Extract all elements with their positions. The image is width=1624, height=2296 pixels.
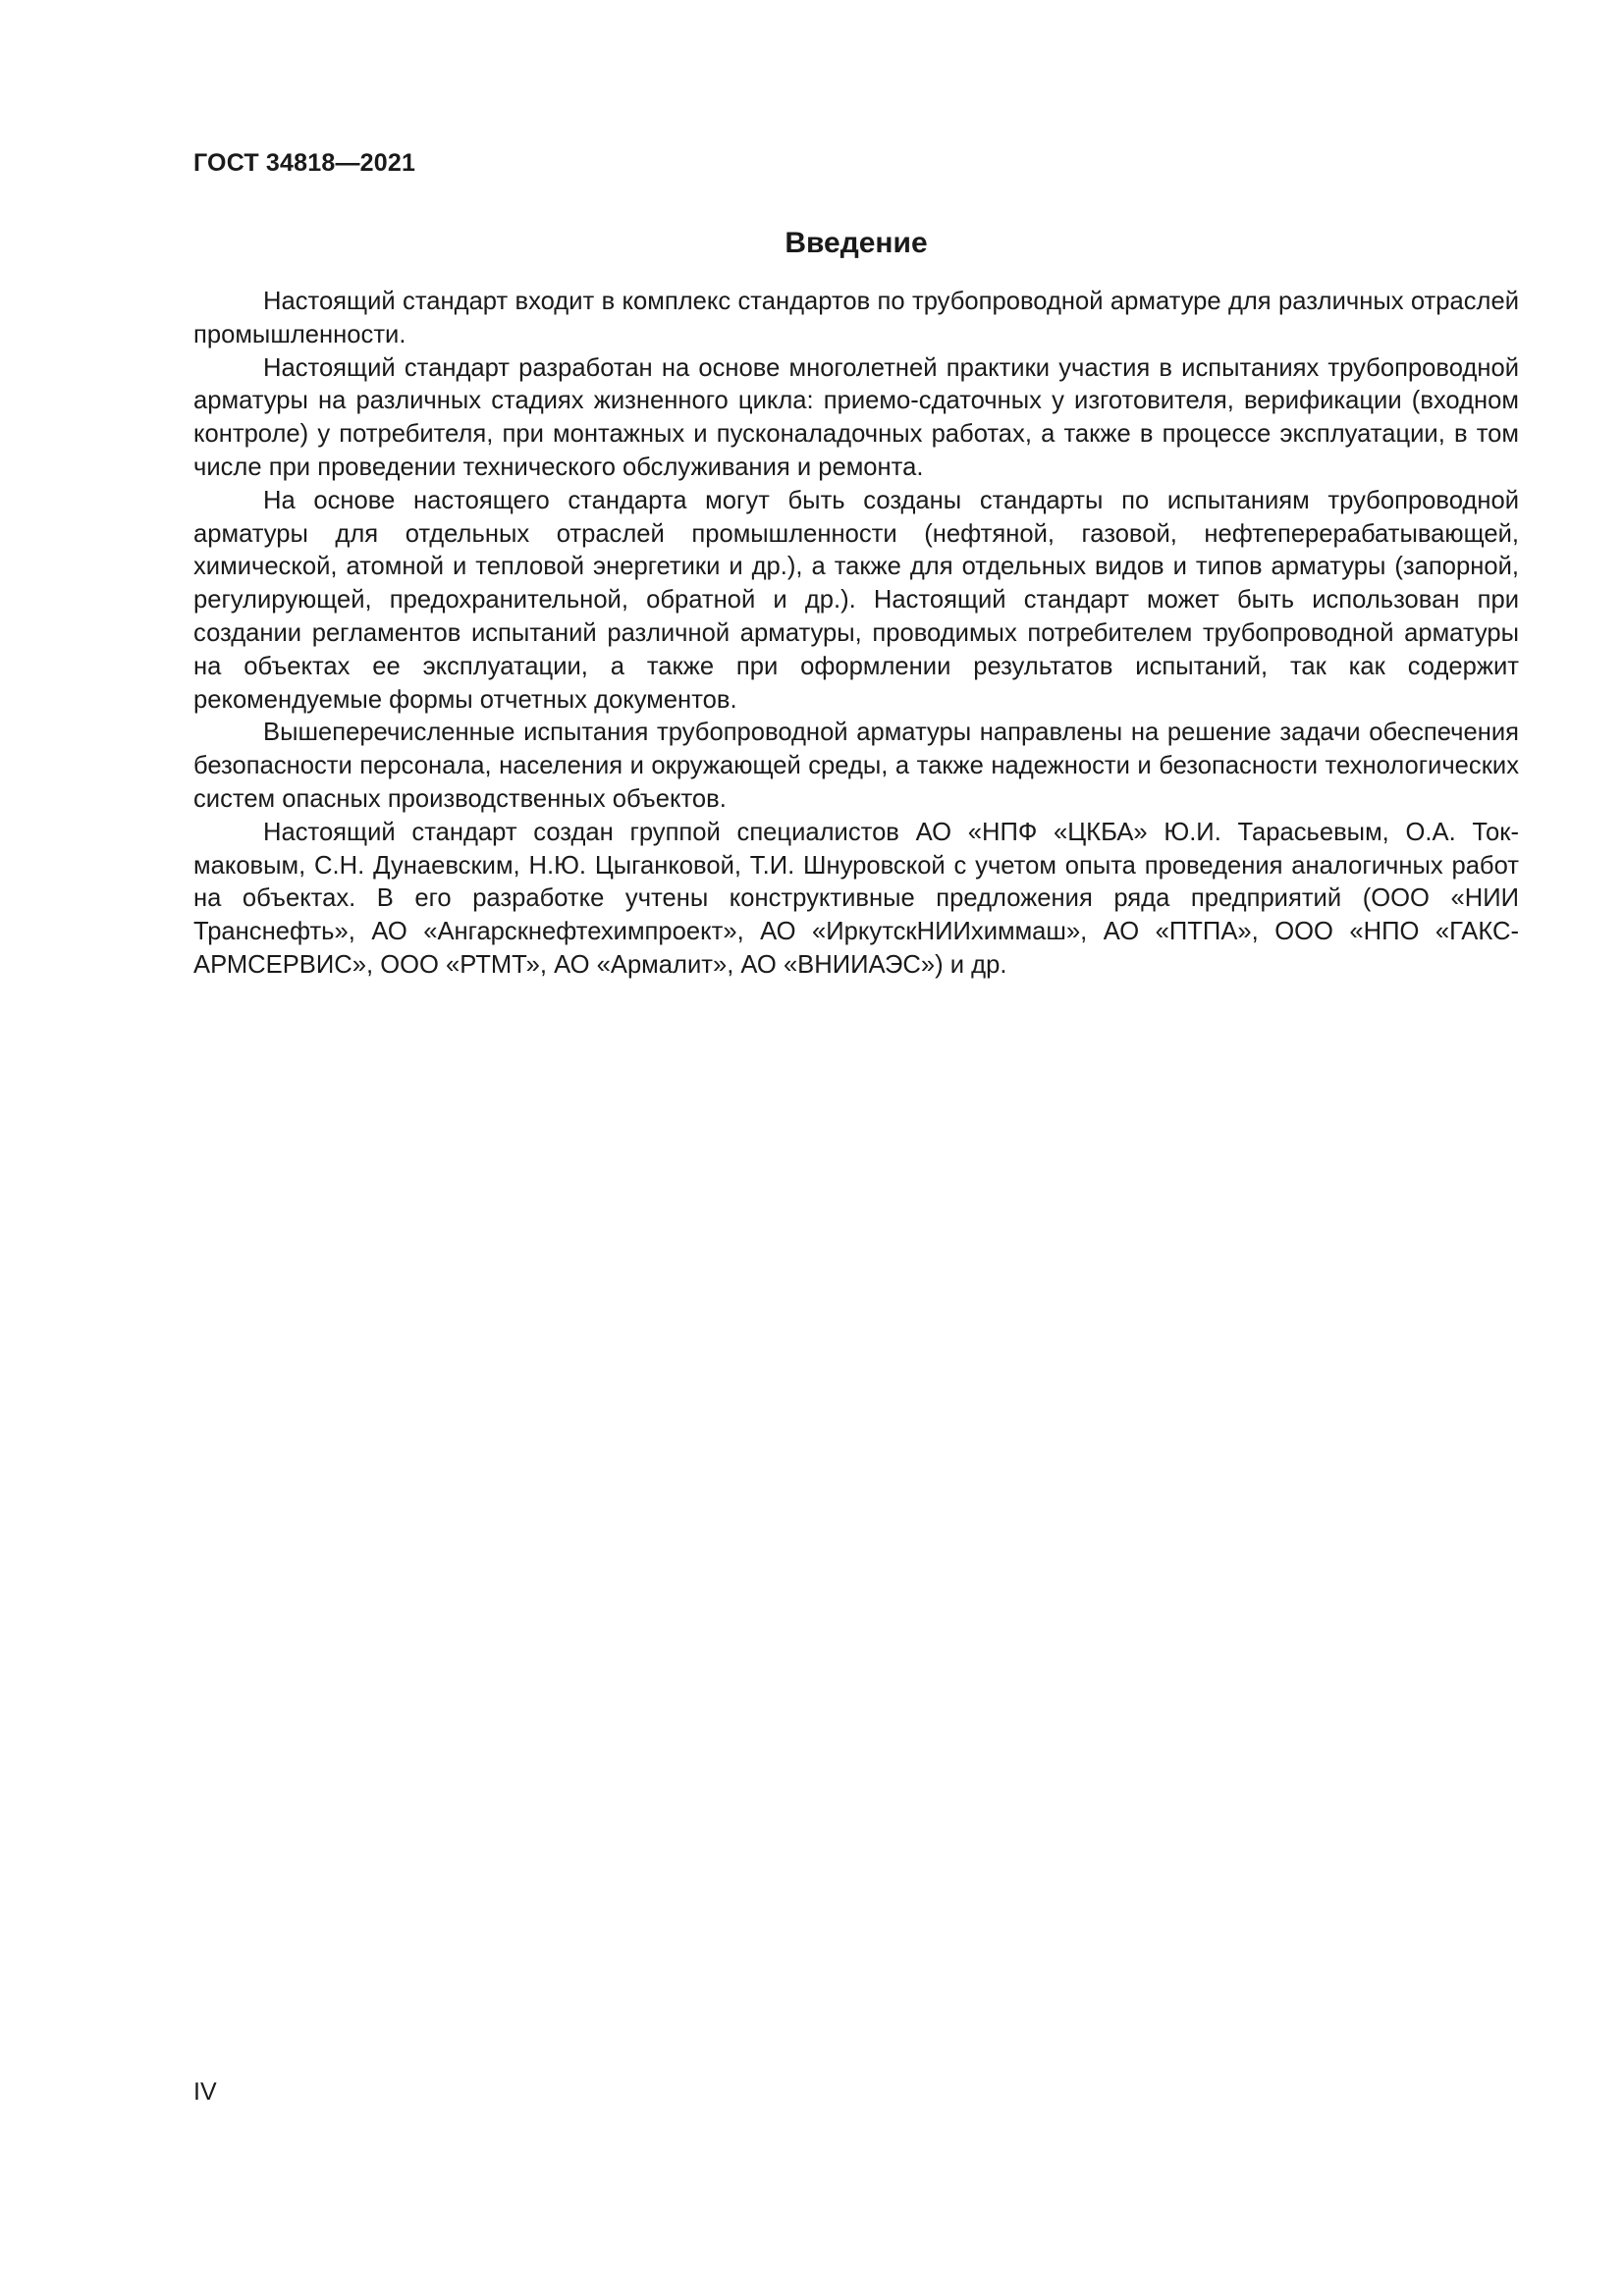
introduction-body [193,286,1519,983]
paragraph: Настоящий стандарт создан группой специалистов АО «НПФ «ЦКБА» Ю.И. Тарасьевым, О.А. Токмаковым, С.Н. Дунаевским, Н.Ю. Цыганковой, Т.И. Шнуровской с учетом опыта проведения аналогичных работ на объектах. В его разработке учтены конструктивные предложения ряда предприятий (ООО «НИИ Транснефть», АО «Ангарскнефтехимпроект», АО «ИркутскНИИхиммаш», АО «ПТПА», ООО «НПО «ГАКС-АРМСЕРВИС», ООО «РТМТ», АО «Армалит», АО «ВНИИАЭС») и др. [193,818,1519,979]
paragraph: На основе настоящего стандарта могут быть созданы стандарты по испытаниям трубопроводной арматуры для отдельных отраслей промышленности (нефтяной, газовой, нефтеперерабатывающей, химической, атомной и тепловой энергетики и др.), а также для отдельных видов и типов арматуры (запорной, регулирующей, предохранительной, обратной и др.). Настоящий стандарт может быть использован при создании регламентов испытаний различной арматуры, проводимых потребителем трубопроводной арматуры на объектах ее эксплуатации, а также при оформлении результатов испытаний, так как содержит рекомендуемые формы отчетных документов. [193,486,1519,714]
section-title: Введение [785,227,928,259]
paragraph: Вышеперечисленные испытания трубопроводной арматуры направлены на решение задачи обеспечения безопасности персонала, населения и окружающей среды, а также надежности и безопасности технологических систем опасных производственных объектов. [193,719,1519,813]
standard-id-header: ГОСТ 34818—2021 [193,149,416,177]
paragraph: Настоящий стандарт входит в комплекс стандартов по трубопроводной арматуре для различных отраслей промышленности. [193,288,1519,348]
page-number: IV [193,2078,217,2106]
paragraph: Настоящий стандарт разработан на основе многолетней практики участия в испытаниях трубопроводной арматуры на различных стадиях жизненного цикла: приемо-сдаточных у изготовителя, верификации (входном контроле) у потребителя, при монтажных и пусконаладочных работах, а также в процессе эксплуатации, в том числе при проведении технического обслуживания и ремонта. [193,353,1519,481]
